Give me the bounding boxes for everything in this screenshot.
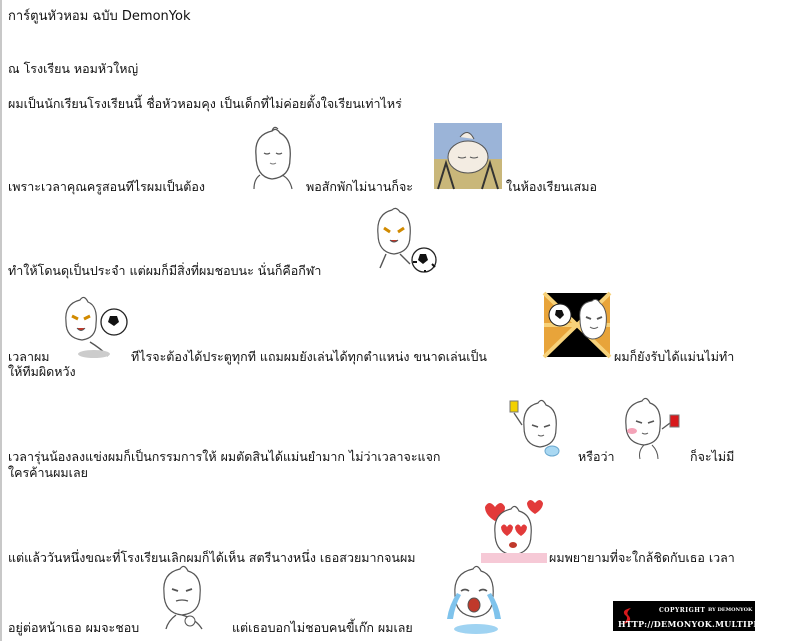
- text-line: ให้ทีมผิดหวัง: [8, 364, 76, 379]
- copyright-author: BY DEMONYOK: [708, 607, 753, 613]
- text-line: แต่เธอบอกไม่ชอบคนขี้เก๊ก ผมเลย: [232, 620, 413, 635]
- text-line: หรือว่า: [578, 449, 615, 464]
- text-line: ในห้องเรียนเสมอ: [506, 179, 598, 194]
- text-line: ก็จะไม่มี: [690, 449, 735, 464]
- page-title: การ์ตูนหัวหอม ฉบับ DemonYok: [8, 9, 191, 24]
- text-line: ผมพยายามที่จะใกล้ชิดกับเธอ เวลา: [549, 550, 735, 565]
- page-left-border: [0, 0, 2, 641]
- kicking-ball-onion-icon: [370, 206, 438, 276]
- text-line: เวลาผม: [8, 349, 50, 364]
- crying-onion-icon: [443, 563, 509, 635]
- text-line: แต่แล้ววันหนึ่งขณะที่โรงเรียนเลิกผมก็ได้เห็น สตรีนางหนึ่ง เธอสวยมากจนผม: [8, 550, 416, 565]
- posing-onion-icon: [156, 563, 214, 633]
- text-line: ทีไรจะต้องได้ประตูทุกที แถมผมยังเล่นได้ทุกตำแหน่ง ขนาดเล่นเป็น: [131, 349, 487, 364]
- text-line: เพราะเวลาคุณครูสอนทีไรผมเป็นต้อง: [8, 179, 205, 194]
- goalkeeper-onion-icon: [544, 293, 610, 357]
- copyright-badge: [613, 601, 790, 631]
- text-line: ใครค้านผมเลย: [8, 465, 88, 480]
- text-line: ณ โรงเรียน หอมหัวใหญ่: [8, 61, 139, 76]
- copyright-url: HTTP://DEMONYOK.MULTIPLY.COM: [618, 619, 790, 629]
- copyright-label: COPYRIGHT: [659, 607, 706, 614]
- asleep-on-desk-onion-icon: [434, 123, 502, 189]
- yellow-card-onion-icon: [504, 393, 568, 459]
- red-card-onion-icon: [620, 393, 686, 459]
- text-line: พอสักพักไม่นานก็จะ: [306, 179, 413, 194]
- text-line: ผมเป็นนักเรียนโรงเรียนนี้ ชื่อหัวหอมคุง เป็นเด็กที่ไม่ค่อยตั้งใจเรียนเท่าไหร่: [8, 96, 402, 111]
- text-line: ทำให้โดนดุเป็นประจำ แต่ผมก็มีสิ่งที่ผมชอบนะ นั่นก็คือกีฬา: [8, 263, 322, 278]
- text-line: เวลารุ่นน้องลงแข่งผมก็เป็นกรรมการให้ ผมตัดสินได้แม่นยำมาก ไม่ว่าเวลาจะแจก: [8, 449, 441, 464]
- heart-eyes-onion-icon: [481, 497, 547, 563]
- text-line: ผมก็ยังรับได้แม่นไม่ทำ: [614, 349, 735, 364]
- text-line: อยู่ต่อหน้าเธอ ผมจะชอบ: [8, 620, 140, 635]
- scoring-goal-onion-icon: [60, 292, 128, 364]
- sleepy-onion-icon: [246, 125, 298, 191]
